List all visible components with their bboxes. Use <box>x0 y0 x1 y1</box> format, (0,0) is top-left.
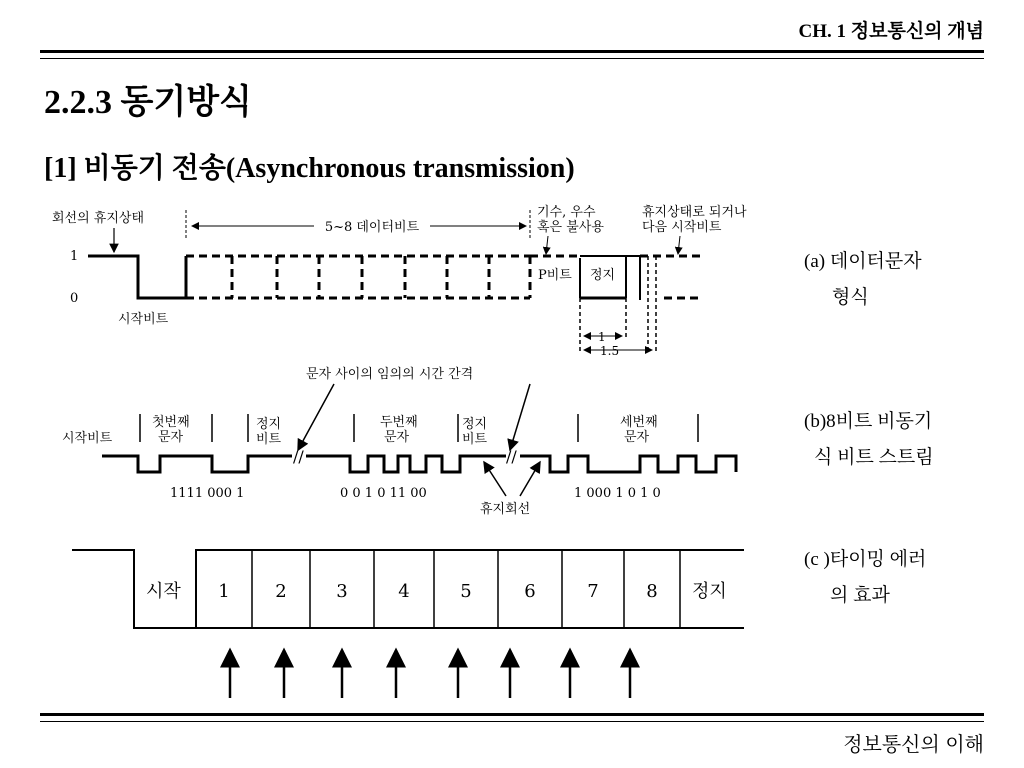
subtitle: [1] 비동기 전송(Asynchronous transmission) <box>44 153 575 184</box>
timing-cell-7: 7 <box>587 581 599 602</box>
caption-b-line1: (b)8비트 비동기 <box>804 411 933 432</box>
caption-c-line2: 의 효과 <box>830 585 890 606</box>
bits-char-3: 1 000 1 0 1 0 <box>574 486 661 501</box>
parity-arrow <box>546 236 548 254</box>
level-1-label: 1 <box>70 249 79 264</box>
timing-cell-6: 6 <box>524 581 536 602</box>
timing-cell-3: 3 <box>336 581 348 602</box>
caption-a-line1: (a) 데이터문자 <box>804 251 922 272</box>
next-note-2: 다음 시작비트 <box>642 220 722 235</box>
stop-label: 정지 <box>590 268 616 283</box>
gap-label: 문자 사이의 임의의 시간 간격 <box>306 367 474 382</box>
stop-bit-1a: 정지 <box>256 417 282 432</box>
stop-15-label: 1.5 <box>600 344 620 358</box>
bits-char-2: 0 0 1 0 11 00 <box>340 486 427 501</box>
timing-cell-2: 2 <box>275 581 287 602</box>
caption-c-line1: (c )타이밍 에러 <box>804 549 927 570</box>
diagram-c-frame <box>72 550 744 698</box>
footer-title: 정보통신의 이해 <box>843 734 984 756</box>
bits-char-1: 1111 000 1 <box>170 486 245 501</box>
diagram-a-frame <box>52 204 747 358</box>
idle-line-arrow-1 <box>484 462 506 496</box>
section-title: 2.2.3 동기방식 <box>44 84 252 121</box>
gap-arrow-2 <box>510 384 530 450</box>
data-bits-waveform <box>186 256 530 298</box>
stop-1-label: 1 <box>598 330 606 344</box>
second-char-label-1: 두번째 <box>380 415 418 430</box>
idle-line-arrow-2 <box>520 462 540 496</box>
gap-break-1: // <box>293 447 304 466</box>
p-bit-label: P비트 <box>538 268 572 283</box>
level-0-label: 0 <box>70 291 79 306</box>
parity-note-1: 기수, 우수 <box>537 205 596 220</box>
first-char-label-2: 문자 <box>158 430 184 445</box>
timing-stop-label: 정지 <box>692 581 727 602</box>
start-bit-waveform <box>88 256 186 298</box>
timing-cell-8: 8 <box>646 581 658 602</box>
timing-cell-4: 4 <box>398 581 410 602</box>
diagram-b-frame <box>62 366 736 517</box>
char-boundary-ticks <box>140 414 698 442</box>
chapter-header: CH. 1 정보통신의 개념 <box>798 21 984 42</box>
start-bit-label-b: 시작비트 <box>62 431 113 446</box>
second-char-label-2: 문자 <box>384 430 410 445</box>
bit-stream-char-1 <box>102 456 292 472</box>
sampling-arrows <box>230 650 630 698</box>
caption-c <box>804 542 926 614</box>
data-bits-label: 5~8 데이터비트 <box>324 220 420 235</box>
idle-state-label: 회선의 휴지상태 <box>52 211 145 226</box>
gap-break-2: // <box>506 447 517 466</box>
timing-cell-5: 5 <box>460 581 472 602</box>
timing-start-label: 시작 <box>146 581 181 602</box>
caption-a-line2: 형식 <box>832 287 869 308</box>
caption-a <box>804 244 922 316</box>
footer-rule <box>40 713 984 722</box>
next-arrow <box>678 236 680 254</box>
first-char-label-1: 첫번째 <box>152 415 190 430</box>
stop-bit-2a: 정지 <box>462 417 488 432</box>
next-note-1: 휴지상태로 되거나 <box>642 205 747 220</box>
timing-cell-1: 1 <box>218 581 230 602</box>
parity-note-2: 혹은 불사용 <box>537 220 604 235</box>
third-char-label-2: 문자 <box>624 430 650 445</box>
stop-bit-1b: 비트 <box>256 432 282 447</box>
start-bit-label-a: 시작비트 <box>118 312 169 327</box>
bit-stream-char-2 <box>306 456 506 472</box>
stop-bit-2b: 비트 <box>462 432 488 447</box>
third-char-label-1: 세번째 <box>620 415 658 430</box>
caption-b <box>804 404 934 476</box>
idle-line-label: 휴지회선 <box>480 502 531 517</box>
caption-b-line2: 식 비트 스트림 <box>814 447 934 468</box>
gap-arrow-1 <box>298 384 334 450</box>
bit-stream-char-3 <box>520 456 736 472</box>
